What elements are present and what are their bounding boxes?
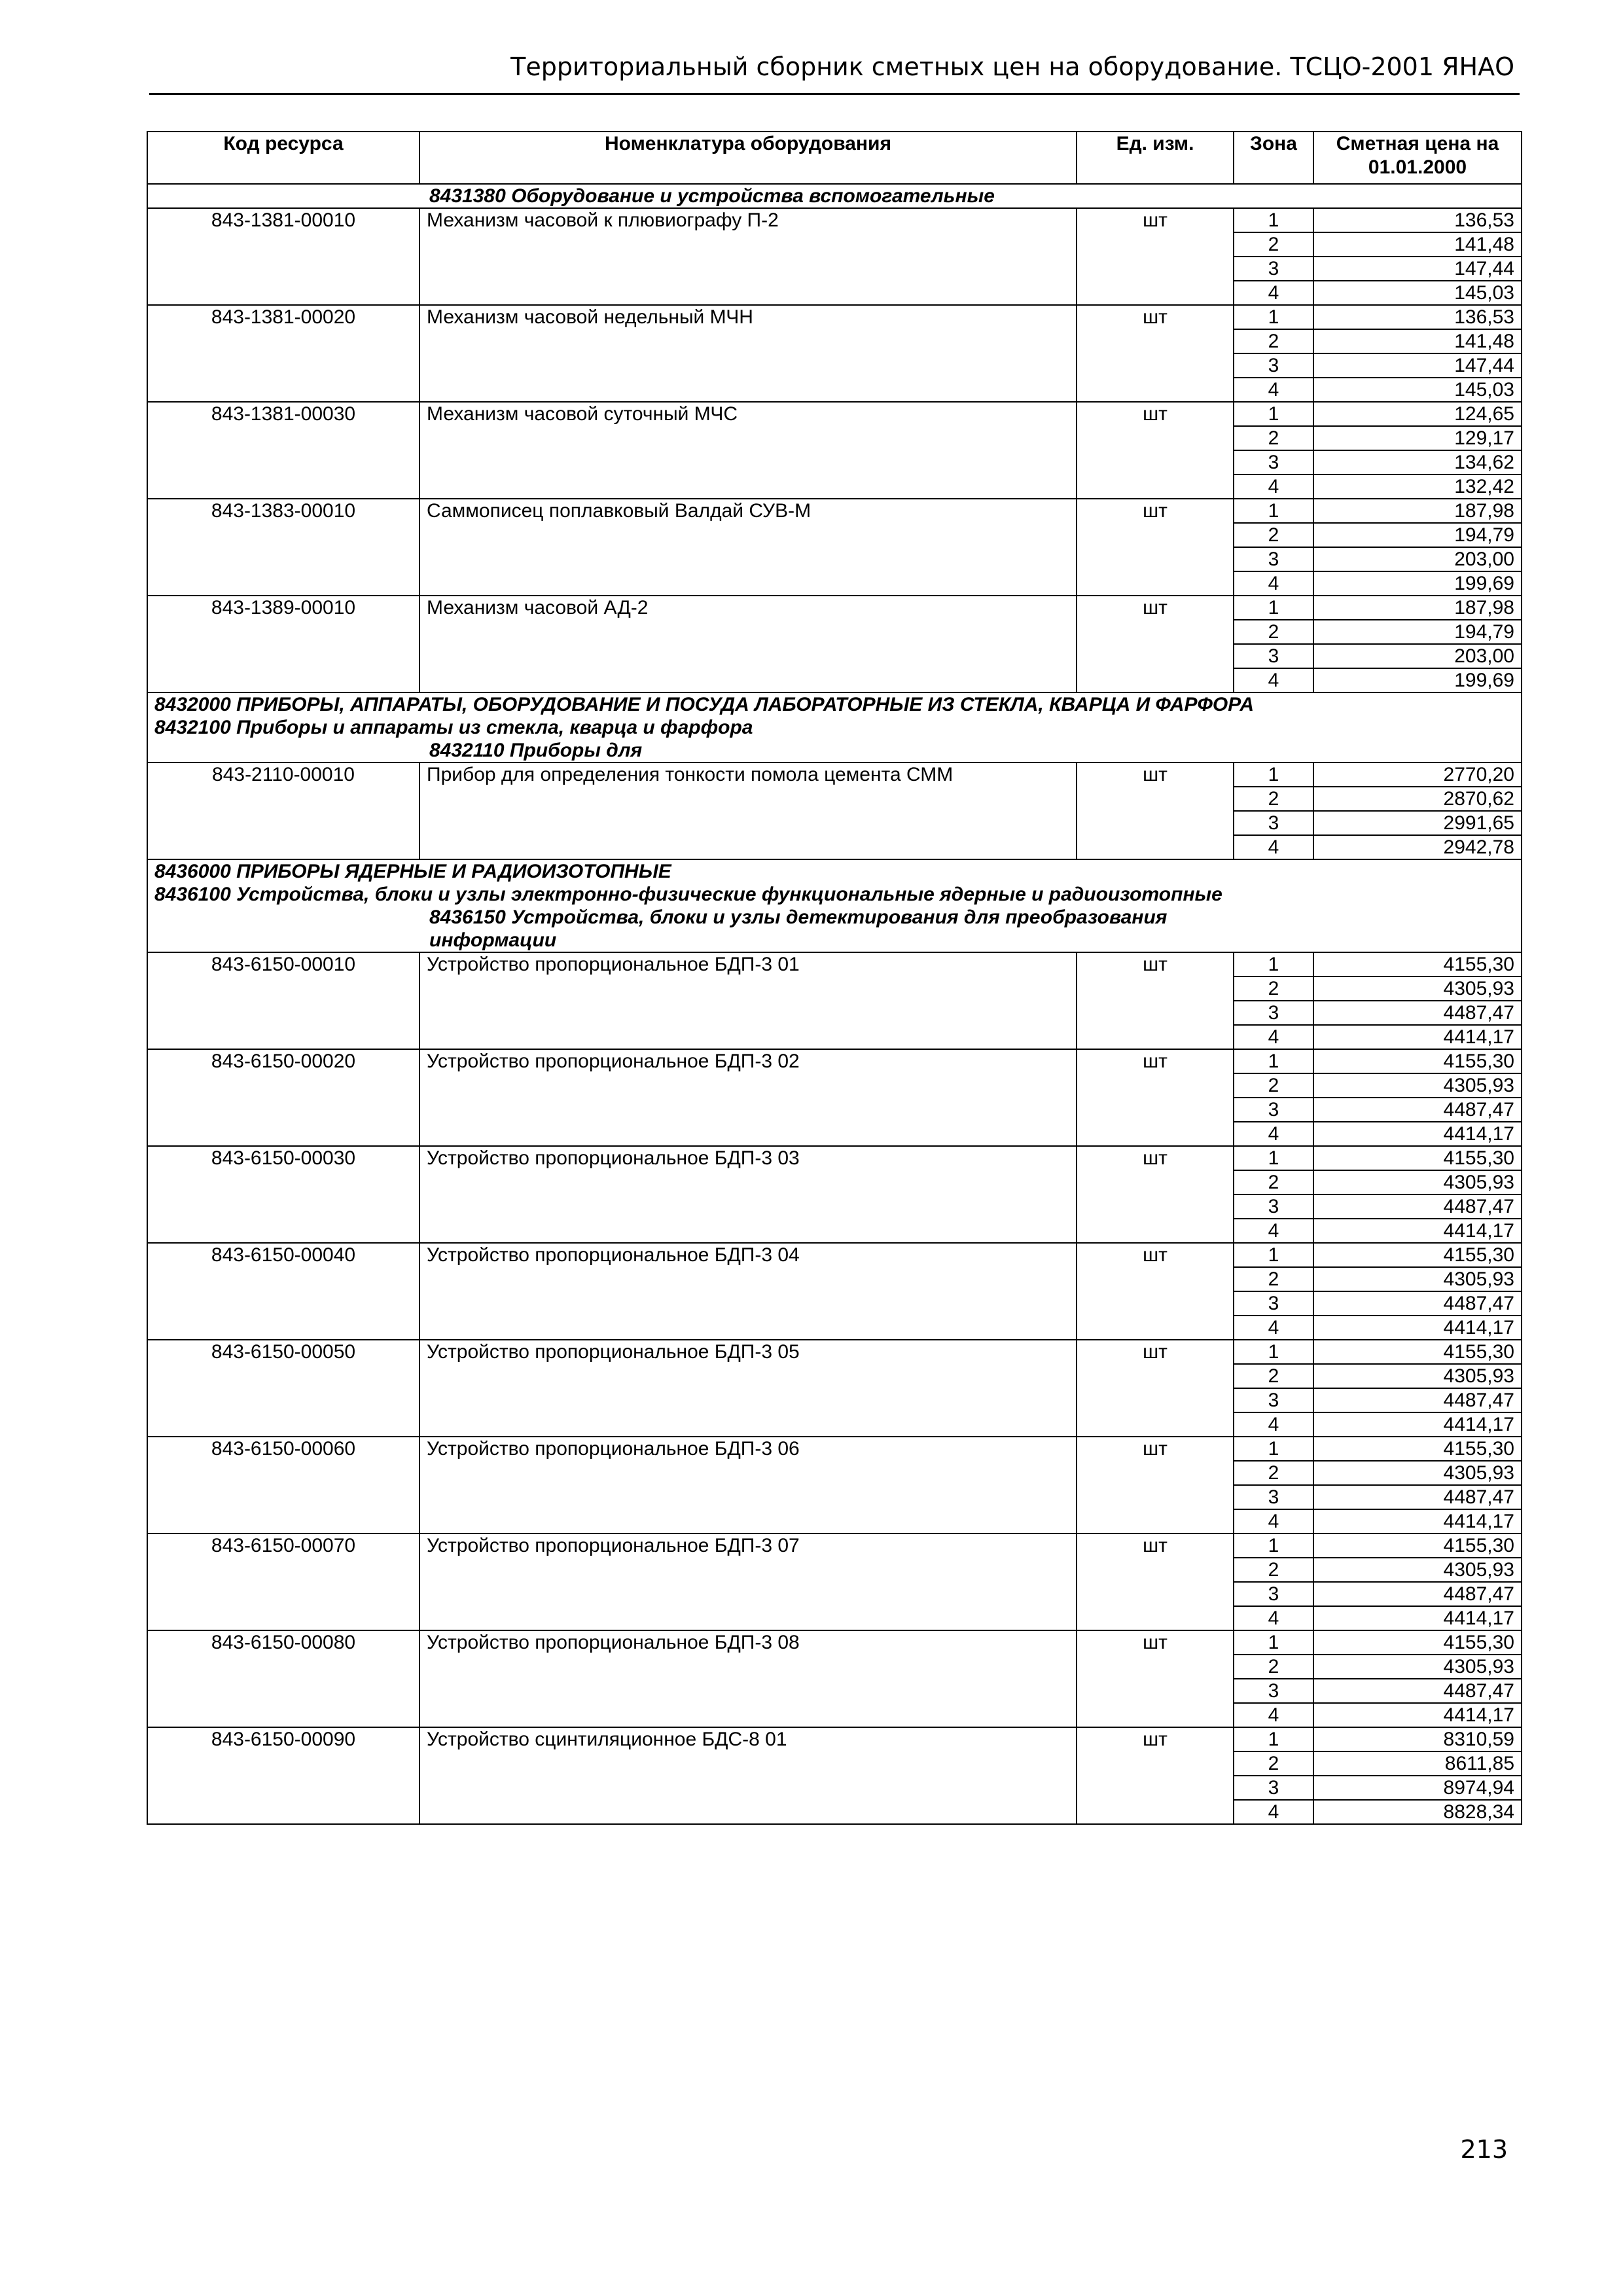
resource-code: 843-6150-00020 bbox=[147, 1049, 419, 1146]
zone-number: 3 bbox=[1234, 644, 1313, 668]
group-heading-text: 8432110 Приборы для bbox=[429, 740, 643, 761]
price-value: 4487,47 bbox=[1313, 1194, 1522, 1219]
price-value: 147,44 bbox=[1313, 257, 1522, 281]
zone-number: 3 bbox=[1234, 1291, 1313, 1316]
resource-code: 843-6150-00030 bbox=[147, 1146, 419, 1243]
table-row bbox=[147, 1340, 1522, 1364]
unit: шт bbox=[1077, 1727, 1234, 1824]
table-body bbox=[147, 184, 1522, 1824]
zone-number: 1 bbox=[1234, 1534, 1313, 1558]
price-value: 194,79 bbox=[1313, 523, 1522, 547]
section-heading: 8436000 ПРИБОРЫ ЯДЕРНЫЕ И РАДИОИЗОТОПНЫЕ bbox=[147, 859, 1522, 883]
price-value: 2770,20 bbox=[1313, 762, 1522, 787]
price-value: 4414,17 bbox=[1313, 1412, 1522, 1437]
zone-number: 2 bbox=[1234, 232, 1313, 257]
price-value: 4155,30 bbox=[1313, 1340, 1522, 1364]
table-row bbox=[147, 1534, 1522, 1558]
unit: шт bbox=[1077, 1049, 1234, 1146]
unit: шт bbox=[1077, 1146, 1234, 1243]
price-value: 4414,17 bbox=[1313, 1219, 1522, 1243]
equipment-name: Механизм часовой суточный МЧС bbox=[419, 402, 1077, 499]
price-value: 4414,17 bbox=[1313, 1122, 1522, 1146]
unit: шт bbox=[1077, 762, 1234, 859]
equipment-name: Механизм часовой к плювиографу П-2 bbox=[419, 208, 1077, 305]
zone-number: 4 bbox=[1234, 475, 1313, 499]
zone-number: 4 bbox=[1234, 281, 1313, 305]
zone-number: 1 bbox=[1234, 1243, 1313, 1267]
equipment-name: Механизм часовой АД-2 bbox=[419, 596, 1077, 692]
price-value: 147,44 bbox=[1313, 353, 1522, 378]
zone-number: 2 bbox=[1234, 1655, 1313, 1679]
col-price-header: Сметная цена на 01.01.2000 bbox=[1313, 132, 1522, 184]
price-value: 2991,65 bbox=[1313, 811, 1522, 835]
price-value: 4155,30 bbox=[1313, 1243, 1522, 1267]
zone-number: 3 bbox=[1234, 450, 1313, 475]
price-value: 8611,85 bbox=[1313, 1751, 1522, 1776]
table-row bbox=[147, 1049, 1522, 1073]
zone-number: 1 bbox=[1234, 1630, 1313, 1655]
price-value: 2870,62 bbox=[1313, 787, 1522, 811]
zone-number: 1 bbox=[1234, 1727, 1313, 1751]
zone-number: 3 bbox=[1234, 811, 1313, 835]
table-row bbox=[147, 1243, 1522, 1267]
zone-number: 1 bbox=[1234, 208, 1313, 232]
running-header-title: Территориальный сборник сметных цен на оборудование. ТСЦО-2001 ЯНАО bbox=[510, 52, 1514, 81]
zone-number: 4 bbox=[1234, 1122, 1313, 1146]
price-value: 4305,93 bbox=[1313, 1364, 1522, 1388]
price-value: 4414,17 bbox=[1313, 1316, 1522, 1340]
unit: шт bbox=[1077, 402, 1234, 499]
section-heading-row bbox=[147, 692, 1522, 716]
price-value: 132,42 bbox=[1313, 475, 1522, 499]
zone-number: 1 bbox=[1234, 1437, 1313, 1461]
resource-code: 843-6150-00070 bbox=[147, 1534, 419, 1630]
price-value: 4155,30 bbox=[1313, 952, 1522, 977]
price-value: 2942,78 bbox=[1313, 835, 1522, 859]
table-row bbox=[147, 1437, 1522, 1461]
zone-number: 3 bbox=[1234, 257, 1313, 281]
zone-number: 3 bbox=[1234, 1001, 1313, 1025]
price-value: 141,48 bbox=[1313, 329, 1522, 353]
resource-code: 843-2110-00010 bbox=[147, 762, 419, 859]
zone-number: 2 bbox=[1234, 1364, 1313, 1388]
table-row bbox=[147, 305, 1522, 329]
price-value: 4305,93 bbox=[1313, 977, 1522, 1001]
resource-code: 843-1381-00020 bbox=[147, 305, 419, 402]
price-value: 199,69 bbox=[1313, 571, 1522, 596]
zone-number: 4 bbox=[1234, 668, 1313, 692]
zone-number: 1 bbox=[1234, 1340, 1313, 1364]
col-code-header: Код ресурса bbox=[147, 132, 419, 184]
zone-number: 3 bbox=[1234, 1776, 1313, 1800]
zone-number: 4 bbox=[1234, 378, 1313, 402]
price-value: 4155,30 bbox=[1313, 1630, 1522, 1655]
zone-number: 3 bbox=[1234, 1485, 1313, 1509]
price-value: 124,65 bbox=[1313, 402, 1522, 426]
price-value: 4155,30 bbox=[1313, 1049, 1522, 1073]
zone-number: 3 bbox=[1234, 1098, 1313, 1122]
equipment-name: Устройство пропорциональное БДП-3 01 bbox=[419, 952, 1077, 1049]
table-row bbox=[147, 1146, 1522, 1170]
page-number: 213 bbox=[1460, 2135, 1508, 2164]
zone-number: 1 bbox=[1234, 596, 1313, 620]
zone-number: 3 bbox=[1234, 1388, 1313, 1412]
price-value: 203,00 bbox=[1313, 644, 1522, 668]
unit: шт bbox=[1077, 952, 1234, 1049]
price-value: 187,98 bbox=[1313, 499, 1522, 523]
price-value: 4487,47 bbox=[1313, 1001, 1522, 1025]
resource-code: 843-6150-00050 bbox=[147, 1340, 419, 1437]
price-value: 4487,47 bbox=[1313, 1098, 1522, 1122]
resource-code: 843-1381-00010 bbox=[147, 208, 419, 305]
section-heading-row bbox=[147, 716, 1522, 739]
zone-number: 1 bbox=[1234, 499, 1313, 523]
unit: шт bbox=[1077, 305, 1234, 402]
price-value: 8828,34 bbox=[1313, 1800, 1522, 1824]
equipment-name: Устройство пропорциональное БДП-3 07 bbox=[419, 1534, 1077, 1630]
price-value: 4487,47 bbox=[1313, 1679, 1522, 1703]
zone-number: 4 bbox=[1234, 1703, 1313, 1727]
price-table bbox=[147, 131, 1522, 1825]
zone-number: 2 bbox=[1234, 1170, 1313, 1194]
unit: шт bbox=[1077, 1534, 1234, 1630]
price-value: 4487,47 bbox=[1313, 1388, 1522, 1412]
table-row bbox=[147, 208, 1522, 232]
equipment-name: Устройство сцинтиляционное БДС-8 01 bbox=[419, 1727, 1077, 1824]
subsection-heading: 8432100 Приборы и аппараты из стекла, кварца и фарфора bbox=[147, 716, 1522, 739]
subsection-heading: 8436100 Устройства, блоки и узлы электронно-физические функциональные ядерные и радиоизотопные bbox=[147, 883, 1522, 906]
unit: шт bbox=[1077, 1437, 1234, 1534]
running-header bbox=[149, 47, 1520, 95]
section-heading-row bbox=[147, 883, 1522, 906]
zone-number: 2 bbox=[1234, 523, 1313, 547]
zone-number: 2 bbox=[1234, 329, 1313, 353]
section-heading-row bbox=[147, 184, 1522, 208]
table-row bbox=[147, 499, 1522, 523]
price-value: 194,79 bbox=[1313, 620, 1522, 644]
zone-number: 4 bbox=[1234, 1316, 1313, 1340]
zone-number: 1 bbox=[1234, 952, 1313, 977]
equipment-name: Саммописец поплавковый Валдай СУВ-М bbox=[419, 499, 1077, 596]
price-value: 4305,93 bbox=[1313, 1655, 1522, 1679]
price-value: 136,53 bbox=[1313, 208, 1522, 232]
table-header-row bbox=[147, 132, 1522, 184]
zone-number: 2 bbox=[1234, 1073, 1313, 1098]
zone-number: 4 bbox=[1234, 1412, 1313, 1437]
zone-number: 2 bbox=[1234, 1267, 1313, 1291]
unit: шт bbox=[1077, 499, 1234, 596]
price-value: 4414,17 bbox=[1313, 1509, 1522, 1534]
price-value: 134,62 bbox=[1313, 450, 1522, 475]
equipment-name: Устройство пропорциональное БДП-3 06 bbox=[419, 1437, 1077, 1534]
resource-code: 843-6150-00010 bbox=[147, 952, 419, 1049]
price-value: 129,17 bbox=[1313, 426, 1522, 450]
resource-code: 843-6150-00090 bbox=[147, 1727, 419, 1824]
price-value: 4305,93 bbox=[1313, 1558, 1522, 1582]
price-value: 4487,47 bbox=[1313, 1485, 1522, 1509]
table-row bbox=[147, 402, 1522, 426]
group-heading-text: 8431380 Оборудование и устройства вспомогательные bbox=[429, 185, 995, 207]
equipment-name: Устройство пропорциональное БДП-3 05 bbox=[419, 1340, 1077, 1437]
price-value: 4487,47 bbox=[1313, 1582, 1522, 1606]
unit: шт bbox=[1077, 1630, 1234, 1727]
zone-number: 2 bbox=[1234, 620, 1313, 644]
price-value: 8974,94 bbox=[1313, 1776, 1522, 1800]
table-row bbox=[147, 1727, 1522, 1751]
price-value: 203,00 bbox=[1313, 547, 1522, 571]
section-heading-row bbox=[147, 906, 1522, 952]
section-heading: 8432000 ПРИБОРЫ, АППАРАТЫ, ОБОРУДОВАНИЕ И ПОСУДА ЛАБОРАТОРНЫЕ ИЗ СТЕКЛА, КВАРЦА И ФАРФОРА bbox=[147, 692, 1522, 716]
price-value: 4414,17 bbox=[1313, 1606, 1522, 1630]
equipment-name: Механизм часовой недельный МЧН bbox=[419, 305, 1077, 402]
group-heading bbox=[147, 906, 1522, 952]
price-value: 141,48 bbox=[1313, 232, 1522, 257]
unit: шт bbox=[1077, 1243, 1234, 1340]
zone-number: 2 bbox=[1234, 1751, 1313, 1776]
table-row bbox=[147, 762, 1522, 787]
price-value: 187,98 bbox=[1313, 596, 1522, 620]
price-value: 4305,93 bbox=[1313, 1170, 1522, 1194]
zone-number: 3 bbox=[1234, 1582, 1313, 1606]
resource-code: 843-6150-00080 bbox=[147, 1630, 419, 1727]
price-value: 4155,30 bbox=[1313, 1534, 1522, 1558]
zone-number: 4 bbox=[1234, 1025, 1313, 1049]
equipment-name: Прибор для определения тонкости помола цемента СММ bbox=[419, 762, 1077, 859]
zone-number: 4 bbox=[1234, 571, 1313, 596]
zone-number: 2 bbox=[1234, 1461, 1313, 1485]
price-value: 199,69 bbox=[1313, 668, 1522, 692]
zone-number: 3 bbox=[1234, 1679, 1313, 1703]
table-row bbox=[147, 1630, 1522, 1655]
resource-code: 843-1389-00010 bbox=[147, 596, 419, 692]
zone-number: 4 bbox=[1234, 1509, 1313, 1534]
zone-number: 1 bbox=[1234, 1146, 1313, 1170]
col-unit-header: Ед. изм. bbox=[1077, 132, 1234, 184]
resource-code: 843-6150-00060 bbox=[147, 1437, 419, 1534]
price-value: 4414,17 bbox=[1313, 1025, 1522, 1049]
zone-number: 4 bbox=[1234, 1606, 1313, 1630]
price-value: 4155,30 bbox=[1313, 1146, 1522, 1170]
zone-number: 4 bbox=[1234, 835, 1313, 859]
price-value: 4305,93 bbox=[1313, 1073, 1522, 1098]
unit: шт bbox=[1077, 596, 1234, 692]
col-zone-header: Зона bbox=[1234, 132, 1313, 184]
table-row bbox=[147, 596, 1522, 620]
zone-number: 2 bbox=[1234, 787, 1313, 811]
section-heading-row bbox=[147, 739, 1522, 762]
zone-number: 1 bbox=[1234, 305, 1313, 329]
unit: шт bbox=[1077, 208, 1234, 305]
group-heading bbox=[147, 184, 1522, 208]
zone-number: 3 bbox=[1234, 1194, 1313, 1219]
table-row bbox=[147, 952, 1522, 977]
price-value: 145,03 bbox=[1313, 281, 1522, 305]
zone-number: 2 bbox=[1234, 1558, 1313, 1582]
col-name-header: Номенклатура оборудования bbox=[419, 132, 1077, 184]
zone-number: 4 bbox=[1234, 1219, 1313, 1243]
price-value: 4305,93 bbox=[1313, 1461, 1522, 1485]
equipment-name: Устройство пропорциональное БДП-3 03 bbox=[419, 1146, 1077, 1243]
resource-code: 843-1383-00010 bbox=[147, 499, 419, 596]
price-value: 4305,93 bbox=[1313, 1267, 1522, 1291]
equipment-name: Устройство пропорциональное БДП-3 08 bbox=[419, 1630, 1077, 1727]
equipment-name: Устройство пропорциональное БДП-3 02 bbox=[419, 1049, 1077, 1146]
section-heading-row bbox=[147, 859, 1522, 883]
price-value: 4414,17 bbox=[1313, 1703, 1522, 1727]
zone-number: 3 bbox=[1234, 547, 1313, 571]
price-value: 136,53 bbox=[1313, 305, 1522, 329]
price-value: 4487,47 bbox=[1313, 1291, 1522, 1316]
zone-number: 1 bbox=[1234, 402, 1313, 426]
resource-code: 843-6150-00040 bbox=[147, 1243, 419, 1340]
zone-number: 1 bbox=[1234, 1049, 1313, 1073]
zone-number: 4 bbox=[1234, 1800, 1313, 1824]
group-heading bbox=[147, 739, 1522, 762]
zone-number: 2 bbox=[1234, 426, 1313, 450]
zone-number: 1 bbox=[1234, 762, 1313, 787]
unit: шт bbox=[1077, 1340, 1234, 1437]
equipment-name: Устройство пропорциональное БДП-3 04 bbox=[419, 1243, 1077, 1340]
price-value: 4155,30 bbox=[1313, 1437, 1522, 1461]
group-heading-text: 8436150 Устройства, блоки и узлы детектирования для преобразования информации bbox=[429, 906, 1168, 951]
zone-number: 3 bbox=[1234, 353, 1313, 378]
resource-code: 843-1381-00030 bbox=[147, 402, 419, 499]
zone-number: 2 bbox=[1234, 977, 1313, 1001]
price-value: 145,03 bbox=[1313, 378, 1522, 402]
price-value: 8310,59 bbox=[1313, 1727, 1522, 1751]
